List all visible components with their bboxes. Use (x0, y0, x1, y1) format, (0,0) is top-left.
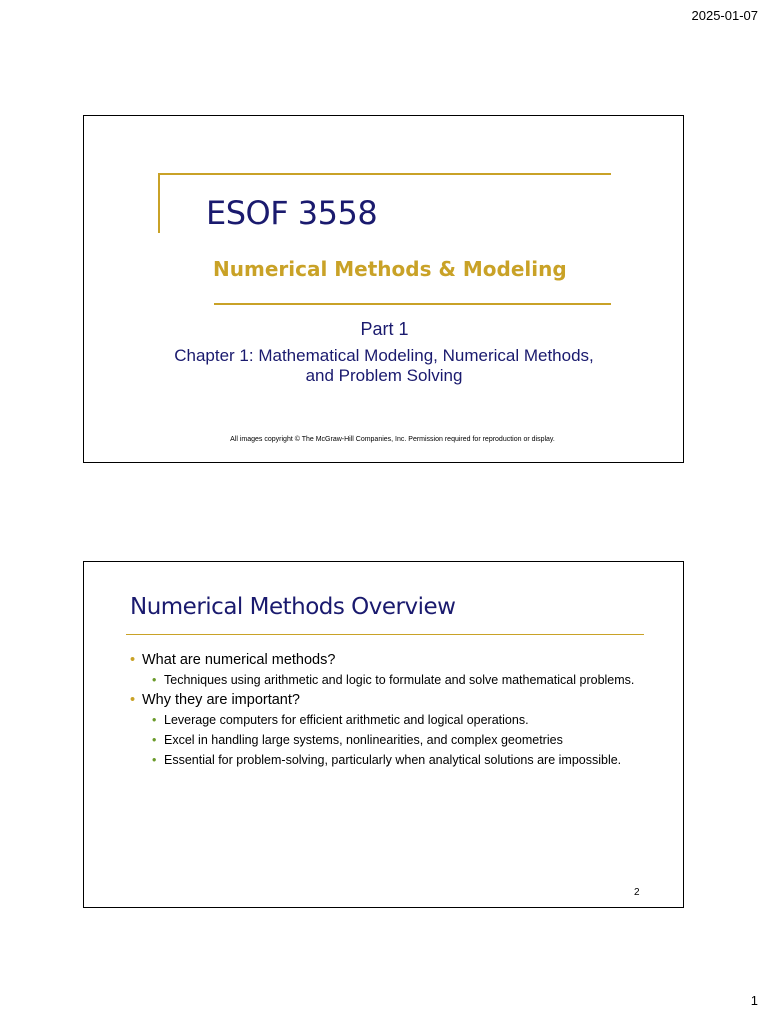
slide-1 (83, 115, 684, 463)
course-subtitle: Numerical Methods & Modeling (213, 257, 567, 281)
part-label: Part 1 (360, 319, 409, 339)
sub-bullet-item: • Leverage computers for efficient arithmetic and logical operations. (130, 712, 640, 728)
course-title: ESOF 3558 (206, 194, 378, 232)
bullet-list (130, 652, 640, 772)
chapter-title: Chapter 1: Mathematical Modeling, Numerical Methods, and Problem Solving (174, 346, 594, 385)
copyright-notice: All images copyright © The McGraw-Hill Companies, Inc. Permission required for reproduction or display. (230, 436, 555, 443)
decorative-gold-line-top (159, 173, 611, 175)
sub-bullet-item: • Essential for problem-solving, particularly when analytical solutions are impossible. (130, 752, 640, 768)
slide-number: 2 (634, 887, 640, 898)
decorative-gold-line-bottom (214, 303, 611, 305)
page-number: 1 (750, 993, 758, 1008)
sub-bullet-item: • Techniques using arithmetic and logic to formulate and solve mathematical problems. (130, 672, 640, 688)
bullet-item: • Why they are important? (130, 692, 640, 708)
page-date: 2025-01-07 (691, 8, 758, 23)
sub-bullet-item: • Excel in handling large systems, nonlinearities, and complex geometries (130, 732, 640, 748)
decorative-gold-line-left (158, 173, 160, 233)
bullet-item: • What are numerical methods? (130, 652, 640, 668)
slide-title: Numerical Methods Overview (130, 594, 456, 620)
title-divider (126, 634, 644, 635)
slide-2 (83, 561, 684, 908)
bullet-group (130, 652, 640, 688)
bullet-group (130, 692, 640, 768)
